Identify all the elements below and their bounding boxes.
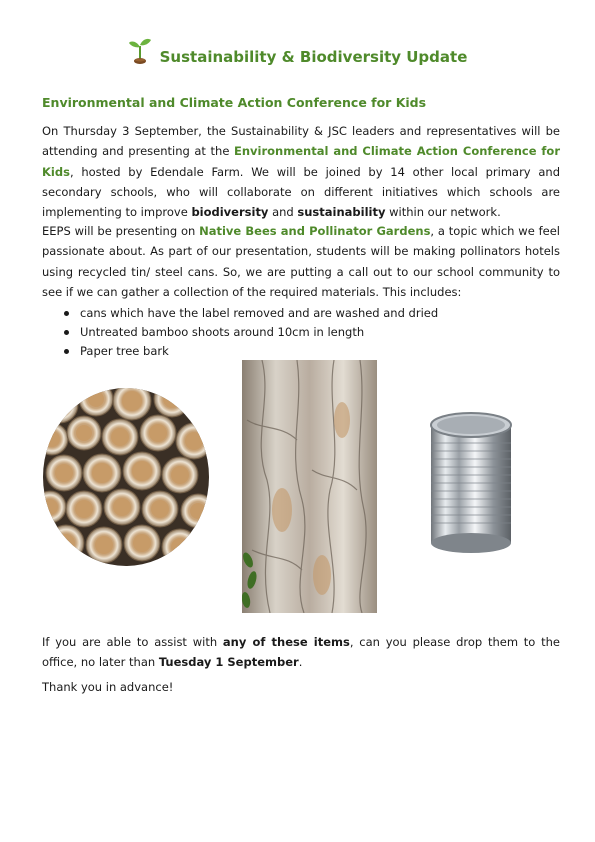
list-item: Untreated bamboo shoots around 10cm in length [80, 323, 438, 342]
closing-text: Thank you in advance! [42, 680, 174, 694]
bamboo-shoots-image [42, 387, 210, 571]
tin-can-image [425, 409, 517, 561]
seedling-icon [128, 36, 152, 66]
list-item: Paper tree bark [80, 342, 438, 361]
presentation-paragraph: EEPS will be presenting on Native Bees and Pollinator Gardens, a topic which we feel passionate about. As part of our presentation, students will be making pollinators hotels using recycled tin/ steel cans. So, we are putting a call out to our school community to see if we can gather a collection of the required materials. This includes: [42, 224, 560, 299]
page-header [0, 34, 595, 68]
section-heading: Environmental and Climate Action Conference for Kids [42, 95, 427, 110]
paper-tree-bark-image [242, 360, 377, 617]
page-title: Sustainability & Biodiversity Update [159, 48, 468, 66]
presentation-topic: Native Bees and Pollinator Gardens [199, 224, 431, 238]
assist-paragraph: If you are able to assist with any of these items, can you please drop them to the office, no later than Tuesday 1 September. [42, 635, 560, 670]
materials-list [42, 304, 438, 362]
conference-name: Environmental and Climate Action Conference for Kids [42, 144, 560, 179]
list-item: cans which have the label removed and are washed and dried [80, 304, 438, 323]
conference-paragraph: On Thursday 3 September, the Sustainability & JSC leaders and representatives will be attending and presenting at the Environmental and Climate Action Conference for Kids, hosted by Edendale Farm. We will be joined by 14 other local primary and secondary schools, who will collaborate on different initiatives which schools are implementing to improve biodiversity and sustainability within our network. [42, 124, 560, 220]
drop-off-deadline: Tuesday 1 September [158, 655, 299, 670]
